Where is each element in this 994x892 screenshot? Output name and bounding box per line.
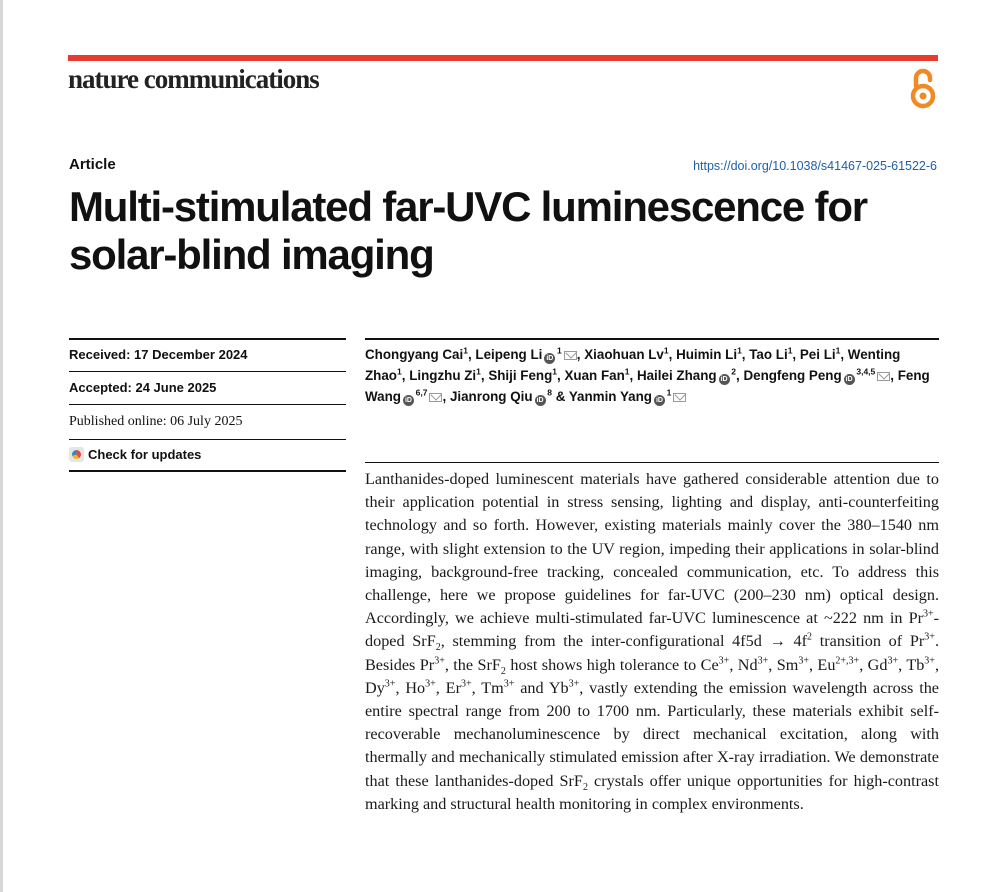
author-label: Feng Wang <box>365 368 930 404</box>
affiliation-number: 1 <box>663 345 669 356</box>
journal-accent-bar <box>68 55 938 61</box>
check-updates-label: Check for updates <box>88 447 202 462</box>
orcid-icon[interactable]: iD <box>845 376 853 383</box>
author-list: Chongyang Cai$^1$, Leipeng Li iD $^1$ , Xiaohuan Lv$^1$, Huimin Li$^1$, Tao Li$^1$, Pei Li$^1$, Wenting Zhao$^1$, Lingzhu Zi$^1$, Shiji Feng$^1$, Xuan Fan$^1$, Hailei Zhang iD $^2$, Dengfeng Peng iD $^{3,4,5}$ , Feng Wang iD $^{6,7}$ , Jianrong Qiu iD $^8$ & Yanmin Yang iD $^1$ <box>365 345 930 404</box>
author-label: Tao Li <box>749 347 788 362</box>
check-updates-icon <box>69 447 84 462</box>
author-label: Wenting Zhao <box>365 347 901 383</box>
author-name[interactable] <box>743 368 890 383</box>
affiliation-number: 1 <box>397 366 402 377</box>
author-name[interactable] <box>365 347 468 362</box>
orcid-icon[interactable]: iD <box>655 397 663 404</box>
email-icon[interactable] <box>877 372 890 381</box>
author-label: Huimin Li <box>676 347 738 362</box>
author-label: Lingzhu Zi <box>409 368 477 383</box>
affiliation-number: 2 <box>729 366 736 377</box>
affiliation-number: 3,4,5 <box>854 366 876 377</box>
affiliation-number: 1 <box>835 345 841 356</box>
author-name[interactable] <box>800 347 840 362</box>
article-type: Article <box>69 156 116 173</box>
author-name[interactable] <box>450 389 552 404</box>
email-icon[interactable] <box>564 351 577 360</box>
author-label: Jianrong Qiu <box>449 389 533 404</box>
divider-left-top <box>69 338 346 340</box>
published-date: Published online: 06 July 2025 <box>69 414 243 429</box>
divider <box>69 404 346 405</box>
affiliation-number: 1 <box>737 345 742 356</box>
author-name[interactable] <box>749 347 792 362</box>
abstract: Lanthanides-doped luminescent materials have gathered considerable attention due to their application potential in stress sensing, lighting and display, anti-counterfeiting technology and so forth. However, existing materials mainly cover the 380–1540 nm range, with slight extension to the UV region, impeding their applications in solar-blind imaging, background-free tracking, concealed communication, etc. To address this challenge, here we propose guidelines for far-UVC (200–230 nm) optical design. Accordingly, we achieve multi-stimulated far-UVC luminescence at ~222 nm in $Pr^{3+}$-doped SrF$_2$, stemming from the inter-configurational $4f5d \to 4f^2$ transition of $Pr^{3+}$. Besides $Pr^{3+}$, the SrF$_2$ host shows high tolerance to $Ce^{3+}$, $Nd^{3+}$, $Sm^{3+}$, $Eu^{2+,3+}$, $Gd^{3+}$, $Tb^{3+}$, $Dy^{3+}$, $Ho^{3+}$, $Er^{3+}$, $Tm^{3+}$ and $Yb^{3+}$, vastly extending the emission wavelength across the entire spectral range from 200 to 1700 nm. Particularly, these materials exhibit self-recoverable mechanoluminescence by direct mechanical excitation, along with thermally and mechanically stimulated emission after X-ray irradiation. We demonstrate that these lanthanides-doped SrF$_2$ crystals offer unique opportunities for high-contrast marking and structural health monitoring in complex environments. <box>365 470 939 813</box>
journal-name[interactable]: nature communications <box>68 64 319 94</box>
orcid-icon[interactable]: iD <box>720 376 728 383</box>
article-title: Multi-stimulated far-UVC luminescence for solar-blind imaging <box>69 183 867 278</box>
author-label: Hailei Zhang <box>636 368 717 383</box>
affiliation-number: 1 <box>624 366 630 377</box>
email-icon[interactable] <box>673 393 686 402</box>
author-name[interactable] <box>637 368 736 383</box>
divider <box>69 439 346 440</box>
author-name[interactable] <box>564 368 629 383</box>
doi-link[interactable]: https://doi.org/10.1038/s41467-025-61522-6 <box>693 159 937 173</box>
author-name[interactable] <box>409 368 481 383</box>
author-label: Yanmin Yang <box>568 389 652 404</box>
divider-abstract <box>365 462 939 463</box>
orcid-icon[interactable]: iD <box>536 397 544 404</box>
open-access-icon <box>905 66 941 110</box>
affiliation-number: 1 <box>476 366 481 377</box>
affiliation-number: 8 <box>545 387 552 398</box>
orcid-icon[interactable]: iD <box>546 355 554 362</box>
divider <box>69 371 346 372</box>
received-date: Received: 17 December 2024 <box>69 347 248 362</box>
affiliation-number: 1 <box>463 345 468 356</box>
author-label: Xuan Fan <box>564 368 625 383</box>
affiliation-number: 1 <box>664 387 672 398</box>
accepted-date: Accepted: 24 June 2025 <box>69 380 217 395</box>
affiliation-number: 6,7 <box>413 387 428 398</box>
author-label: Chongyang Cai <box>365 347 464 362</box>
affiliation-number: 1 <box>787 345 793 356</box>
affiliation-number: 1 <box>552 366 558 377</box>
divider-right-top <box>365 338 939 340</box>
author-name[interactable] <box>676 347 742 362</box>
author-name[interactable] <box>584 347 668 362</box>
author-name[interactable] <box>488 368 557 383</box>
check-for-updates-button[interactable] <box>69 447 346 462</box>
author-label: Leipeng Li <box>475 347 543 362</box>
affiliation-number: 1 <box>555 345 562 356</box>
page-edge <box>0 0 3 892</box>
author-name[interactable] <box>569 389 687 404</box>
author-label: Dengfeng Peng <box>743 368 842 383</box>
author-label: Pei Li <box>799 347 836 362</box>
divider-left-bottom <box>69 470 346 472</box>
orcid-icon[interactable]: iD <box>404 397 412 404</box>
author-label: Xiaohuan Lv <box>584 347 664 362</box>
author-name[interactable] <box>475 347 576 362</box>
author-label: Shiji Feng <box>488 368 553 383</box>
email-icon[interactable] <box>429 393 442 402</box>
